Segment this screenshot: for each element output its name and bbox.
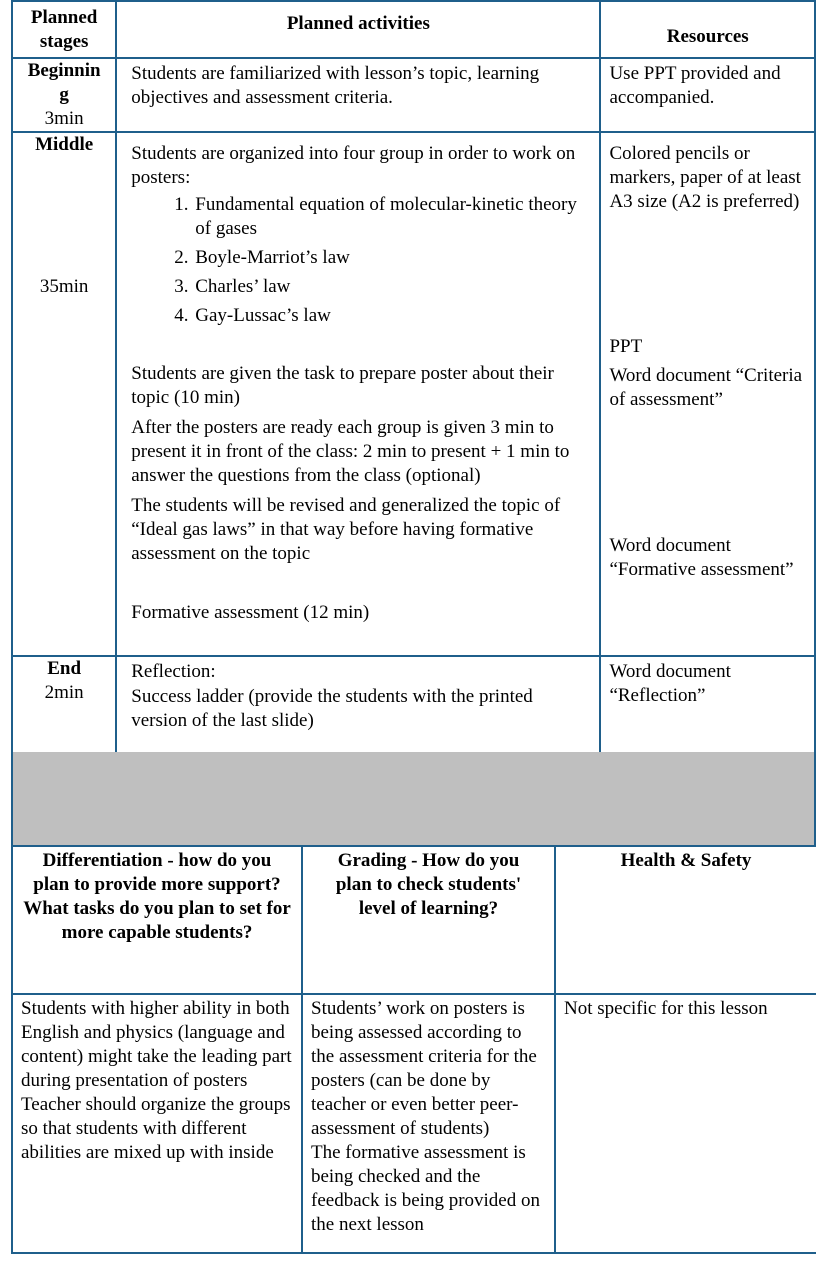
bottom-header-row xyxy=(12,846,816,994)
end-row xyxy=(12,656,815,754)
list-item: 2. Boyle-Marriot’s law xyxy=(193,246,591,270)
beginning-resource-cell xyxy=(600,58,815,132)
header-differentiation: Differentiation - how do you plan to provide more support? What tasks do you plan to set for more capable students? xyxy=(23,850,291,943)
differentiation-text-2: Teacher should organize the groups so that students with different abilities are mixed up with inside xyxy=(21,1094,291,1163)
list-item: 4. Gay-Lussac’s law xyxy=(193,304,591,328)
header-differentiation-cell xyxy=(12,846,302,994)
end-reflection-title: Reflection: xyxy=(131,661,216,682)
beginning-activity-cell xyxy=(116,58,600,132)
grey-separator-band xyxy=(11,752,816,845)
end-stage-cell xyxy=(12,656,116,754)
middle-intro: Students are organized into four group in order to work on posters: xyxy=(131,143,576,188)
header-resources: Resources xyxy=(600,1,815,58)
bottom-body-row xyxy=(12,994,816,1253)
end-duration: 2min xyxy=(44,682,84,703)
middle-row xyxy=(12,132,815,656)
header-health-cell xyxy=(555,846,816,994)
end-stage-name: End xyxy=(47,658,82,679)
header-planned-activities: Planned activities xyxy=(116,1,600,58)
middle-resource-materials: Colored pencils or markers, paper of at least A3 size (A2 is preferred) xyxy=(609,143,801,212)
middle-stage-cell xyxy=(12,132,116,656)
middle-stage-name: Middle xyxy=(35,134,94,155)
beginning-resource: Use PPT provided and accompanied. xyxy=(609,63,781,108)
middle-task-prepare: Students are given the task to prepare poster about their topic (10 min) xyxy=(131,363,554,408)
list-item: 3. Charles’ law xyxy=(193,275,591,299)
differentiation-text-1: Students with higher ability in both English and physics (language and content) might take the leading part during presentation of posters xyxy=(21,998,292,1091)
end-resource-cell xyxy=(600,656,815,754)
middle-activity-cell xyxy=(116,132,600,656)
end-reflection-detail: Success ladder (provide the students with the printed version of the last slide) xyxy=(131,686,533,731)
health-cell xyxy=(555,994,816,1253)
grading-text-2: The formative assessment is being checked and the feedback is being provided on the next lesson xyxy=(311,1142,540,1235)
middle-resource-criteria: Word document “Criteria of assessment” xyxy=(609,365,803,410)
middle-resource-ppt: PPT xyxy=(609,336,643,357)
differentiation-grading-table xyxy=(11,845,816,1254)
end-activity-cell xyxy=(116,656,600,754)
list-item: 1. Fundamental equation of molecular-kinetic theory of gases xyxy=(193,193,591,241)
header-health-safety: Health & Safety xyxy=(620,850,752,871)
middle-task-formative: Formative assessment (12 min) xyxy=(131,602,370,623)
beginning-stage-cell xyxy=(12,58,116,132)
poster-topics-list xyxy=(131,193,591,328)
header-grading: Grading - How do you plan to check students' level of learning? xyxy=(335,850,522,919)
beginning-duration: 3min xyxy=(44,108,84,129)
middle-resource-formative: Word document “Formative assessment” xyxy=(609,535,794,580)
beginning-stage-name-part1: Beginnin xyxy=(27,60,101,81)
beginning-stage-name-part2: g xyxy=(59,84,69,105)
end-resource: Word document “Reflection” xyxy=(609,661,731,706)
grading-text-1: Students’ work on posters is being assessed according to the assessment criteria for the posters (can be done by teacher or even better peer-assessment of students) xyxy=(311,998,537,1139)
middle-task-present: After the posters are ready each group is given 3 min to present it in front of the class: 2 min to present + 1 min to answer the questions from the class (optional) xyxy=(131,417,570,486)
beginning-activity: Students are familiarized with lesson’s topic, learning objectives and assessment criteria. xyxy=(131,63,540,108)
middle-task-revise: The students will be revised and generalized the topic of “Ideal gas laws” in that way before having formative assessment on the topic xyxy=(131,495,561,564)
middle-duration: 35min xyxy=(39,276,89,297)
planned-stages-table xyxy=(11,0,816,755)
differentiation-cell xyxy=(12,994,302,1253)
beginning-row xyxy=(12,58,815,132)
middle-resource-cell xyxy=(600,132,815,656)
health-text: Not specific for this lesson xyxy=(564,998,768,1019)
grading-cell xyxy=(302,994,555,1253)
header-planned-stages: Planned stages xyxy=(12,1,116,58)
plan-header-row xyxy=(12,1,815,58)
header-grading-cell xyxy=(302,846,555,994)
